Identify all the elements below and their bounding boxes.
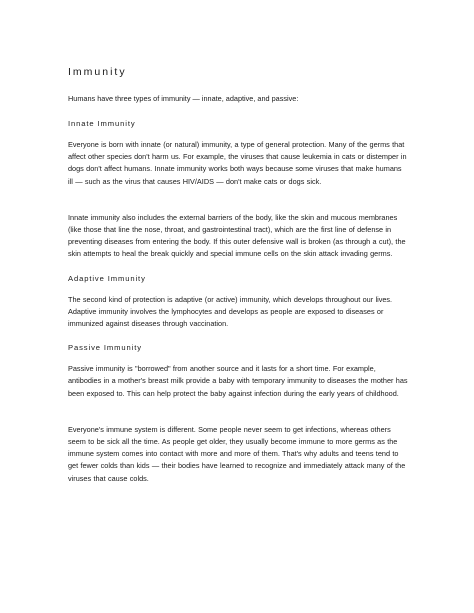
document-page: [68, 66, 408, 497]
innate-paragraph-2: Innate immunity also includes the external barriers of the body, like the skin and mucous membranes (like those that line the nose, throat, and gastrointestinal tract), which are the first line of defense in preventing diseases from entering the body. If this outer defensive wall is broken (as through a cut), the skin attempts to heal the break quickly and special immune cells on the skin attack invading germs.: [68, 212, 406, 259]
passive-paragraph-2: Everyone's immune system is different. Some people never seem to get infections, whereas others seem to be sick all the time. As people get older, they usually become immune to more germs as the immune system comes into contact with more and more of them. That's why adults and teens tend to get fewer colds than kids — their bodies have learned to recognize and immediately attack many of the viruses that cause colds.: [68, 424, 406, 483]
section-heading-passive: Passive Immunity: [68, 343, 142, 353]
intro-paragraph: Humans have three types of immunity — innate, adaptive, and passive:: [68, 94, 299, 103]
section-heading-adaptive: Adaptive Immunity: [68, 273, 146, 283]
section-heading-innate: Innate Immunity: [68, 119, 136, 128]
innate-paragraph-1: Everyone is born with innate (or natural) immunity, a type of general protection. Many of the germs that affect other species don't harm us. For example, the viruses that cause leukemia in cats or distemper in dogs don't affect humans. Innate immunity works both ways because some viruses that make humans ill — such as the virus that causes HIV/AIDS — don't make cats or dogs sick.: [68, 140, 407, 186]
adaptive-paragraph-1: The second kind of protection is adaptive (or active) immunity, which develops throughout our lives. Adaptive immunity involves the lymphocytes and develops as people are exposed to diseases or immunized against diseases through vaccination.: [68, 294, 393, 329]
passive-paragraph-1: Passive immunity is "borrowed" from another source and it lasts for a short time. For example, antibodies in a mother's breast milk provide a baby with temporary immunity to diseases the mother has been exposed to. This can help protect the baby against infection during the early years of childhood.: [68, 364, 408, 398]
page-title: Immunity: [68, 66, 127, 78]
